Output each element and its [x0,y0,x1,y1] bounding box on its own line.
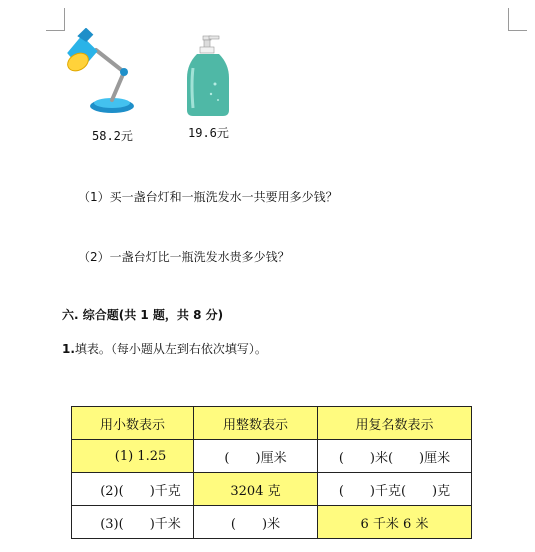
problem-statement [62,340,267,357]
question-1: （1）买一盏台灯和一瓶洗发水一共要用多少钱？ [78,190,338,204]
header-compound: 用复名数表示 [318,407,472,440]
lamp-price: 58.2元 [92,129,133,143]
table-cell: ( )米( )厘米 [318,440,472,473]
table-cell: ( )千克( )克 [318,473,472,506]
table-row [72,473,472,506]
shampoo-price: 19.6元 [188,126,229,140]
question-2: （2）一盏台灯比一瓶洗发水贵多少钱？ [78,250,290,264]
desk-lamp-icon [62,28,150,116]
table-cell: (1) 1.25 [72,440,194,473]
table-header-row [72,407,472,440]
table-row [72,506,472,539]
shampoo-bottle-image [183,34,233,118]
table-cell: ( )米 [194,506,318,539]
table-cell: 3204 克 [194,473,318,506]
table-cell: (2)( )千克 [72,473,194,506]
shampoo-bottle-icon [183,34,233,118]
conversion-table [71,406,472,539]
table-cell: 6 千米 6 米 [318,506,472,539]
section-title: 六. 综合题(共 1 题，共 8 分) [62,308,224,322]
page-corner-mark-top-right [508,8,527,31]
problem-text: 填表。（每小题从左到右依次填写）。 [74,342,267,356]
table-cell: ( )厘米 [194,440,318,473]
problem-number: 1. [62,342,75,356]
table-row [72,440,472,473]
table-cell: (3)( )千米 [72,506,194,539]
header-integer: 用整数表示 [194,407,318,440]
desk-lamp-image [62,28,150,116]
header-decimal: 用小数表示 [72,407,194,440]
